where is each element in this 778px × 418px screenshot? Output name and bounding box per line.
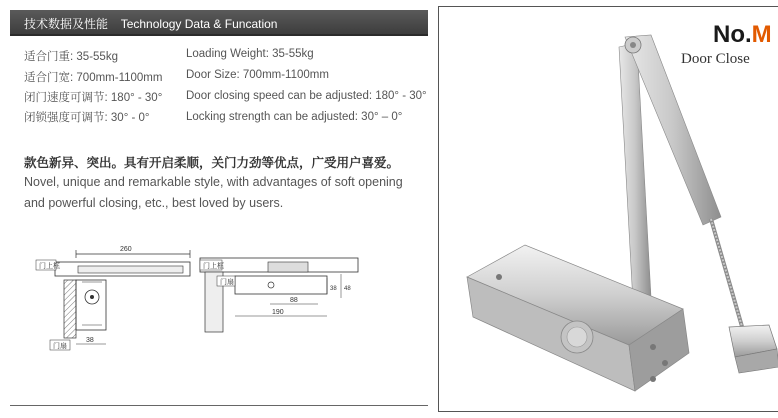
spec-en-size: Door Size: 700mm-1100mm xyxy=(186,69,329,81)
brand-name-prefix: No. xyxy=(713,21,752,48)
dim-88-label: 88 xyxy=(290,297,298,304)
spec-cn-weight xyxy=(24,48,118,64)
description-en: Novel, unique and remarkable style, with advantages of soft opening and powerful closing, etc., best loved by users. xyxy=(24,175,403,210)
door-label-left: 门扇 xyxy=(53,343,67,350)
installation-diagram xyxy=(0,240,432,360)
spec-label: 适合门宽: xyxy=(24,72,74,84)
brand-subtitle: Door Close xyxy=(681,51,750,67)
product-photo-panel xyxy=(438,6,778,412)
dim-38-bottom-label: 38 xyxy=(86,337,94,344)
spec-label: 闭锁强度可调节: xyxy=(24,112,108,124)
dim-190-label: 190 xyxy=(272,309,284,316)
spec-en-lock: Locking strength can be adjusted: 30° – 0° xyxy=(186,111,403,123)
frame-label-left: 门上框 xyxy=(39,263,60,270)
section-title-en: Technology Data & Funcation xyxy=(120,17,278,31)
spec-label: 适合门重: xyxy=(24,51,74,63)
spec-value: 180° - 30° xyxy=(110,92,163,104)
diagram-left xyxy=(36,246,190,350)
spec-en-weight: Loading Weight: 35-55kg xyxy=(186,48,314,60)
spec-cn-lock xyxy=(24,109,150,125)
bottom-divider xyxy=(10,405,428,406)
spec-en-speed: Door closing speed can be adjusted: 180° - 30° xyxy=(186,90,427,102)
dim-260-label: 260 xyxy=(120,246,132,253)
spec-label: 闭门速度可调节: xyxy=(24,92,108,104)
section-title xyxy=(24,15,277,32)
spec-cn-width xyxy=(24,69,162,85)
dim-38-label: 38 xyxy=(330,286,337,292)
brand-name-accent: M xyxy=(751,21,772,48)
spec-cn-speed xyxy=(24,89,162,105)
spec-value: 30° - 0° xyxy=(110,112,150,124)
door-label-right: 门扇 xyxy=(220,279,234,286)
section-header xyxy=(10,10,428,36)
spec-value: 700mm-1100mm xyxy=(76,72,163,84)
frame-label-right: 门上框 xyxy=(203,263,224,270)
spec-value: 35-55kg xyxy=(76,51,118,63)
section-title-cn: 技术数据及性能 xyxy=(24,17,109,31)
brand-name xyxy=(713,21,772,49)
description-cn: 款色新异、突出。具有开启柔顺，关门力劲等优点，广受用户喜爱。 xyxy=(24,156,400,170)
dim-48-label: 48 xyxy=(344,286,351,292)
diagram-right xyxy=(200,258,358,332)
